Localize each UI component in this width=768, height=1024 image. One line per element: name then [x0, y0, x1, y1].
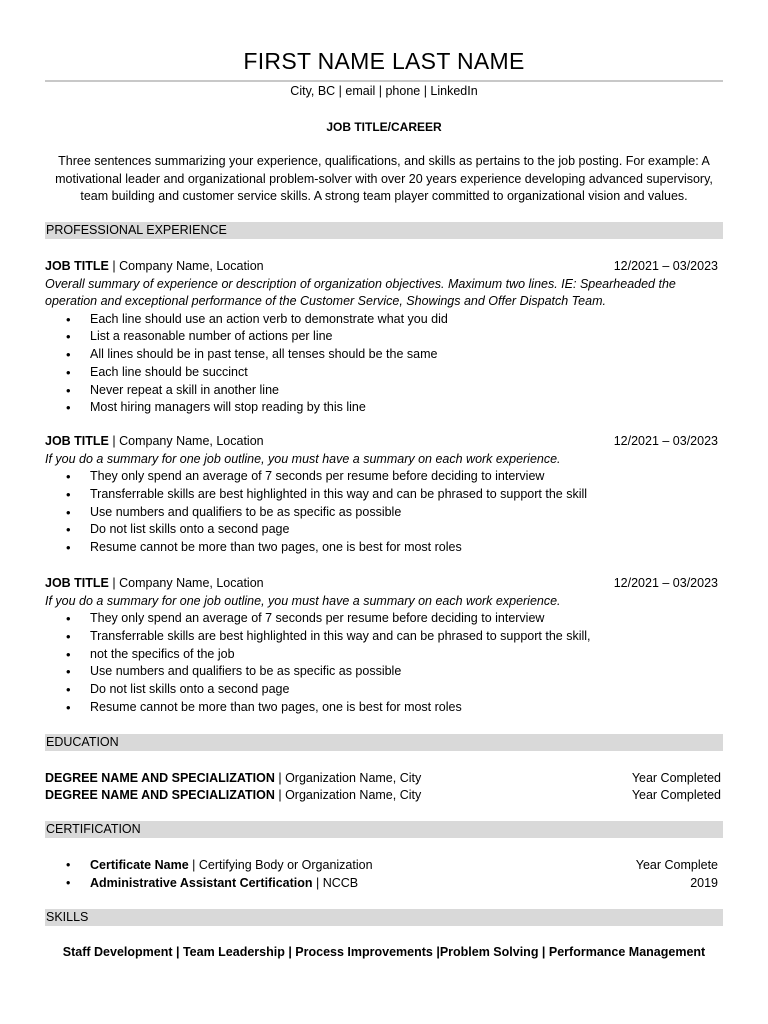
list-item: • Use numbers and qualifiers to be as specific as possible	[45, 663, 718, 681]
list-item: • Never repeat a skill in another line	[45, 382, 718, 400]
education-year: Year Completed	[631, 771, 721, 785]
certificate-org: | NCCB	[312, 876, 359, 890]
job-summary: operation and exceptional performance of the Customer Service, Showings and Offer Dispatch Team.	[45, 294, 606, 308]
section-header-experience: PROFESSIONAL EXPERIENCE	[45, 222, 723, 239]
candidate-name: FIRST NAME LAST NAME	[243, 48, 525, 74]
education-entry	[45, 770, 721, 787]
certification-list	[45, 856, 718, 892]
list-item: • They only spend an average of 7 seconds per resume before deciding to interview	[45, 468, 718, 486]
job-bullet-list	[45, 610, 718, 717]
education-org: | Organization Name, City	[274, 771, 422, 785]
list-item: • List a reasonable number of actions per line	[45, 328, 718, 346]
list-item: • Resume cannot be more than two pages, one is best for most roles	[45, 539, 718, 557]
list-item: • Use numbers and qualifiers to be as specific as possible	[45, 504, 718, 522]
education-year: Year Completed	[631, 788, 721, 802]
list-item: • Each line should use an action verb to demonstrate what you did	[45, 311, 718, 329]
summary-line: Three sentences summarizing your experience, qualifications, and skills as pertains to the job posting. For example: A	[58, 154, 710, 168]
job-summary: If you do a summary for one job outline, you must have a summary on each work experience.	[45, 593, 561, 608]
job-company: | Company Name, Location	[108, 259, 264, 273]
job-bullet-list	[45, 468, 718, 557]
job-header	[45, 433, 718, 451]
list-item: • Resume cannot be more than two pages, one is best for most roles	[45, 699, 718, 717]
list-item: • not the specifics of the job	[45, 646, 718, 664]
list-item: • Do not list skills onto a second page	[45, 521, 718, 539]
job-dates: 12/2021 – 03/2023	[613, 434, 718, 448]
job-entry	[45, 575, 718, 717]
job-dates: 12/2021 – 03/2023	[613, 259, 718, 273]
education-list	[45, 770, 721, 804]
certification-entry	[45, 856, 718, 874]
skills-list: Staff Development | Team Leadership | Process Improvements |Problem Solving | Performance Management	[62, 945, 706, 959]
job-header	[45, 258, 718, 276]
job-header	[45, 575, 718, 593]
job-dates: 12/2021 – 03/2023	[613, 576, 718, 590]
header-rule	[45, 80, 723, 82]
section-header-skills: SKILLS	[45, 909, 723, 926]
list-item: • All lines should be in past tense, all tenses should be the same	[45, 346, 718, 364]
job-summary: Overall summary of experience or description of organization objectives. Maximum two lines. IE: Spearheaded the	[45, 276, 676, 291]
job-title: JOB TITLE	[45, 576, 109, 590]
list-item: • Transferrable skills are best highlighted in this way and can be phrased to support the skill	[45, 486, 718, 504]
section-header-education: EDUCATION	[45, 734, 723, 751]
job-bullet-list	[45, 311, 718, 418]
certificate-org: | Certifying Body or Organization	[188, 858, 373, 872]
summary-line: motivational leader and organizational problem-solver with over 20 years experience developing advanced supervisory,	[55, 171, 713, 186]
target-job-title: JOB TITLE/CAREER	[326, 120, 442, 134]
contact-line: City, BC | email | phone | LinkedIn	[290, 84, 478, 98]
list-item: • They only spend an average of 7 seconds per resume before deciding to interview	[45, 610, 718, 628]
degree-name: DEGREE NAME AND SPECIALIZATION	[45, 771, 275, 785]
job-summary: If you do a summary for one job outline, you must have a summary on each work experience.	[45, 451, 561, 466]
job-company: | Company Name, Location	[108, 576, 264, 590]
list-item: • Do not list skills onto a second page	[45, 681, 718, 699]
job-company: | Company Name, Location	[108, 434, 264, 448]
list-item: • Each line should be succinct	[45, 364, 718, 382]
education-org: | Organization Name, City	[274, 788, 422, 802]
job-title: JOB TITLE	[45, 434, 109, 448]
education-entry	[45, 787, 721, 804]
job-entry	[45, 433, 718, 557]
section-header-certification: CERTIFICATION	[45, 821, 723, 838]
list-item: • Transferrable skills are best highlighted in this way and can be phrased to support the skill,	[45, 628, 718, 646]
certification-entry	[45, 874, 718, 892]
summary-line: team building and customer service skills. A strong team player committed to organizational vision and values.	[80, 189, 688, 203]
job-title: JOB TITLE	[45, 259, 109, 273]
degree-name: DEGREE NAME AND SPECIALIZATION	[45, 788, 275, 802]
list-item: • Most hiring managers will stop reading by this line	[45, 399, 718, 417]
certificate-year: 2019	[690, 876, 718, 890]
certificate-name: Certificate Name	[90, 858, 189, 872]
certificate-name: Administrative Assistant Certification	[90, 876, 313, 890]
professional-summary	[45, 153, 723, 206]
certificate-year: Year Complete	[635, 858, 718, 872]
job-entry	[45, 258, 718, 417]
